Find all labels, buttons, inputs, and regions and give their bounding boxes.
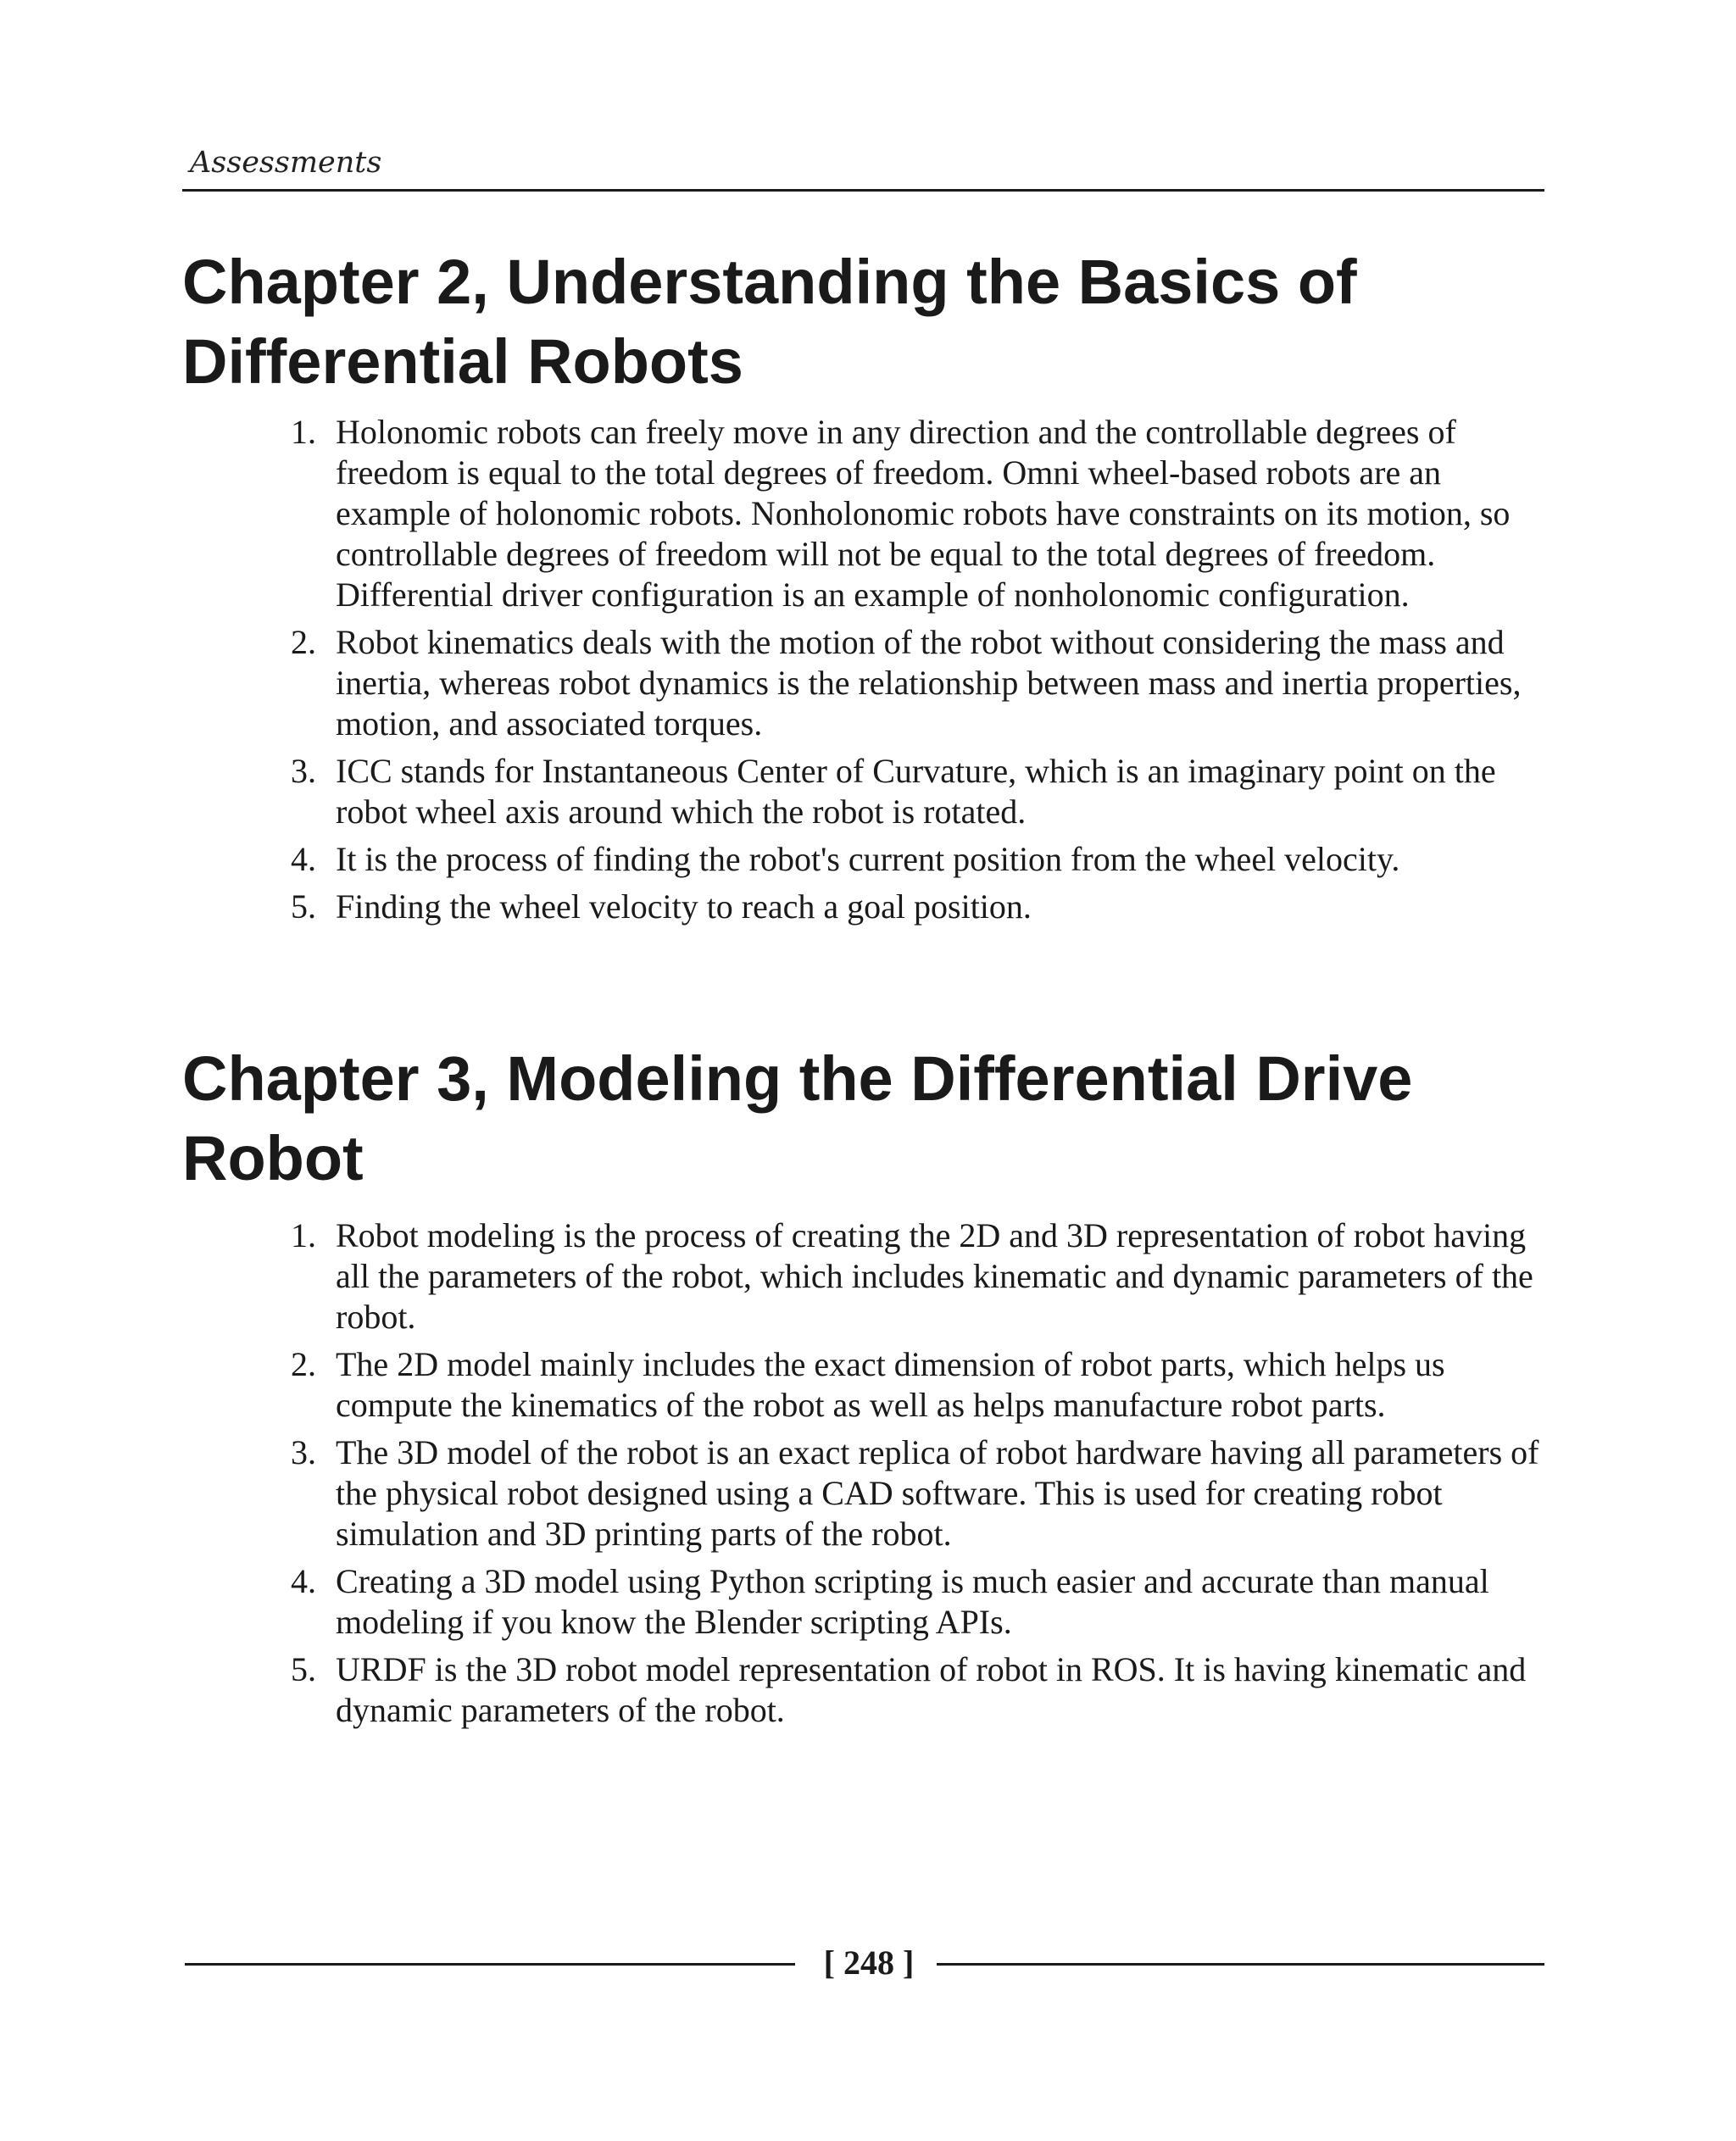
list-item [182,1649,1581,1731]
running-header: Assessments [190,146,382,180]
item-number: 3. [291,1433,316,1471]
answer-list [182,412,1581,927]
item-number: 5. [291,1650,316,1688]
item-text: The 3D model of the robot is an exact replica of robot hardware having all parameters of the physical robot designed using a CAD software. This is used for creating robot simulation and 3D printing parts of the robot. [336,1433,1539,1553]
list-item [182,751,1581,832]
list-item [182,1561,1581,1643]
list-item [182,412,1581,615]
list-item [182,1344,1581,1426]
item-text: Holonomic robots can freely move in any direction and the controllable degrees of freedom is equal to the total degrees of freedom. Omni wheel-based robots are an example of holonomic robots. Nonholonomic robots have constraints on its motion, so controllable degrees of freedom will not be equal to the total degrees of freedom. Differential driver configuration is an example of nonholonomic configuration. [336,413,1511,614]
list-item [182,1215,1581,1337]
chapter-section [182,242,1581,934]
item-number: 2. [291,623,316,661]
header-divider [182,189,1544,192]
item-text: Creating a 3D model using Python scripting is much easier and accurate than manual modeling if you know the Blender scripting APIs. [336,1562,1489,1641]
chapter-title: Chapter 2, Understanding the Basics of Differential Robots [182,247,1357,397]
list-item [182,622,1581,744]
list-item [182,887,1581,927]
item-number: 5. [291,887,316,926]
footer-rule-right [937,1963,1544,1966]
item-number: 1. [291,1216,316,1254]
item-number: 4. [291,840,316,878]
footer-rule-left [185,1963,795,1966]
item-text: Finding the wheel velocity to reach a goal position. [336,887,1032,926]
item-text: The 2D model mainly includes the exact dimension of robot parts, which helps us compute the kinematics of the robot as well as helps manufacture robot parts. [336,1345,1445,1424]
page-number: [ 248 ] [823,1944,915,1982]
chapter-title: Chapter 3, Modeling the Differential Drive Robot [182,1043,1413,1193]
list-item [182,839,1581,880]
list-item [182,1432,1581,1554]
item-number: 4. [291,1562,316,1600]
chapter-section [182,1039,1581,1738]
item-number: 1. [291,413,316,451]
item-number: 3. [291,752,316,790]
item-number: 2. [291,1345,316,1383]
page-footer [182,1938,1544,1988]
answer-list [182,1215,1581,1731]
item-text: ICC stands for Instantaneous Center of Curvature, which is an imaginary point on the robot wheel axis around which the robot is rotated. [336,752,1496,831]
item-text: It is the process of finding the robot's current position from the wheel velocity. [336,840,1400,878]
item-text: Robot modeling is the process of creating the 2D and 3D representation of robot having all the parameters of the robot, which includes kinematic and dynamic parameters of the robot. [336,1216,1533,1336]
item-text: Robot kinematics deals with the motion of the robot without considering the mass and inertia, whereas robot dynamics is the relationship between mass and inertia properties, motion, and associated torques. [336,623,1522,742]
item-text: URDF is the 3D robot model representation of robot in ROS. It is having kinematic and dynamic parameters of the robot. [336,1650,1527,1729]
